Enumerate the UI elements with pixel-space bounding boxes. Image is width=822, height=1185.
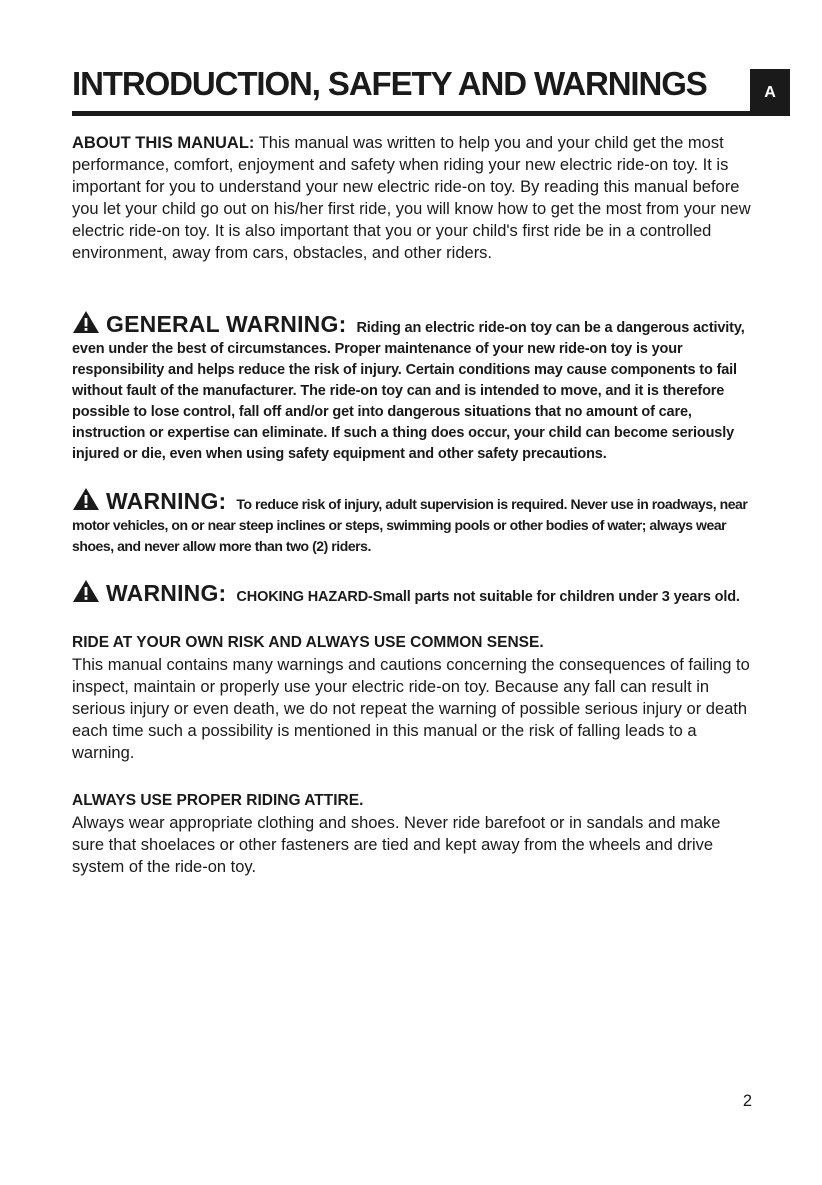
page-content xyxy=(72,132,752,878)
page-title: INTRODUCTION, SAFETY AND WARNINGS xyxy=(72,65,707,102)
warning-triangle-icon xyxy=(72,310,100,334)
page-header xyxy=(72,62,750,106)
about-text: This manual was written to help you and your child get the most performance, comfort, enjoyment and safety when riding your new electric ride-on toy. It is important for you to understand your new electric ride-on toy. By reading this manual before you let your child go out on his/her first ride, you will know how to get the most from your new electric ride-on toy. It is also important that you or your child's first ride be in a controlled environment, away from cars, obstacles, and other riders. xyxy=(72,134,751,262)
risk-paragraph: This manual contains many warnings and cautions concerning the consequences of failing to inspect, maintain or properly use your electric ride-on toy. Because any fall can result in serious injury or even death, we do not repeat the warning of possible serious injury or death each time such a possibility is mentioned in this manual or the risk of falling leads to a warning. xyxy=(72,656,750,762)
choking-warning-text: CHOKING HAZARD-Small parts not suitable for children under 3 years old. xyxy=(236,589,740,605)
general-warning-heading: GENERAL WARNING: xyxy=(106,311,347,337)
title-rule xyxy=(72,111,790,116)
page-number: 2 xyxy=(742,1092,752,1110)
section-tab-label: A xyxy=(764,83,776,101)
general-warning xyxy=(72,310,752,465)
supervision-warning-heading: WARNING: xyxy=(106,488,227,514)
attire-paragraph: Always wear appropriate clothing and shoes. Never ride barefoot or in sandals and make sure that shoelaces or other fasteners are tied and kept away from the wheels and drive system of the ride-on toy. xyxy=(72,814,721,876)
choking-warning-heading: WARNING: xyxy=(106,580,227,606)
general-warning-text: Riding an electric ride-on toy can be a dangerous activity, even under the best of circumstances. Proper maintenance of your new ride-on toy is your responsibility and helps reduce the risk of injury. Certain conditions may cause components to fail without fault of the manufacturer. The ride-on toy can and is intended to move, and it is therefore possible to lose control, fall off and/or get into dangerous situations that no amount of care, instruction or expertise can eliminate. If such a thing does occur, your child can become seriously injured or die, even when using safety equipment and other safety precautions. xyxy=(72,320,745,462)
attire-heading: ALWAYS USE PROPER RIDING ATTIRE. xyxy=(72,792,364,809)
about-paragraph xyxy=(72,132,752,264)
warning-triangle-icon xyxy=(72,579,100,603)
supervision-warning-text: To reduce risk of injury, adult supervision is required. Never use in roadways, near motor vehicles, on or near steep inclines or steps, swimming pools or other bodies of water; always wear shoes, and never allow more than two (2) riders. xyxy=(72,496,748,554)
supervision-warning xyxy=(72,487,752,557)
risk-heading: RIDE AT YOUR OWN RISK AND ALWAYS USE COMMON SENSE. xyxy=(72,634,544,651)
choking-warning xyxy=(72,579,752,608)
about-lead: ABOUT THIS MANUAL: xyxy=(72,134,255,152)
warning-triangle-icon xyxy=(72,487,100,511)
section-tab xyxy=(750,69,790,116)
